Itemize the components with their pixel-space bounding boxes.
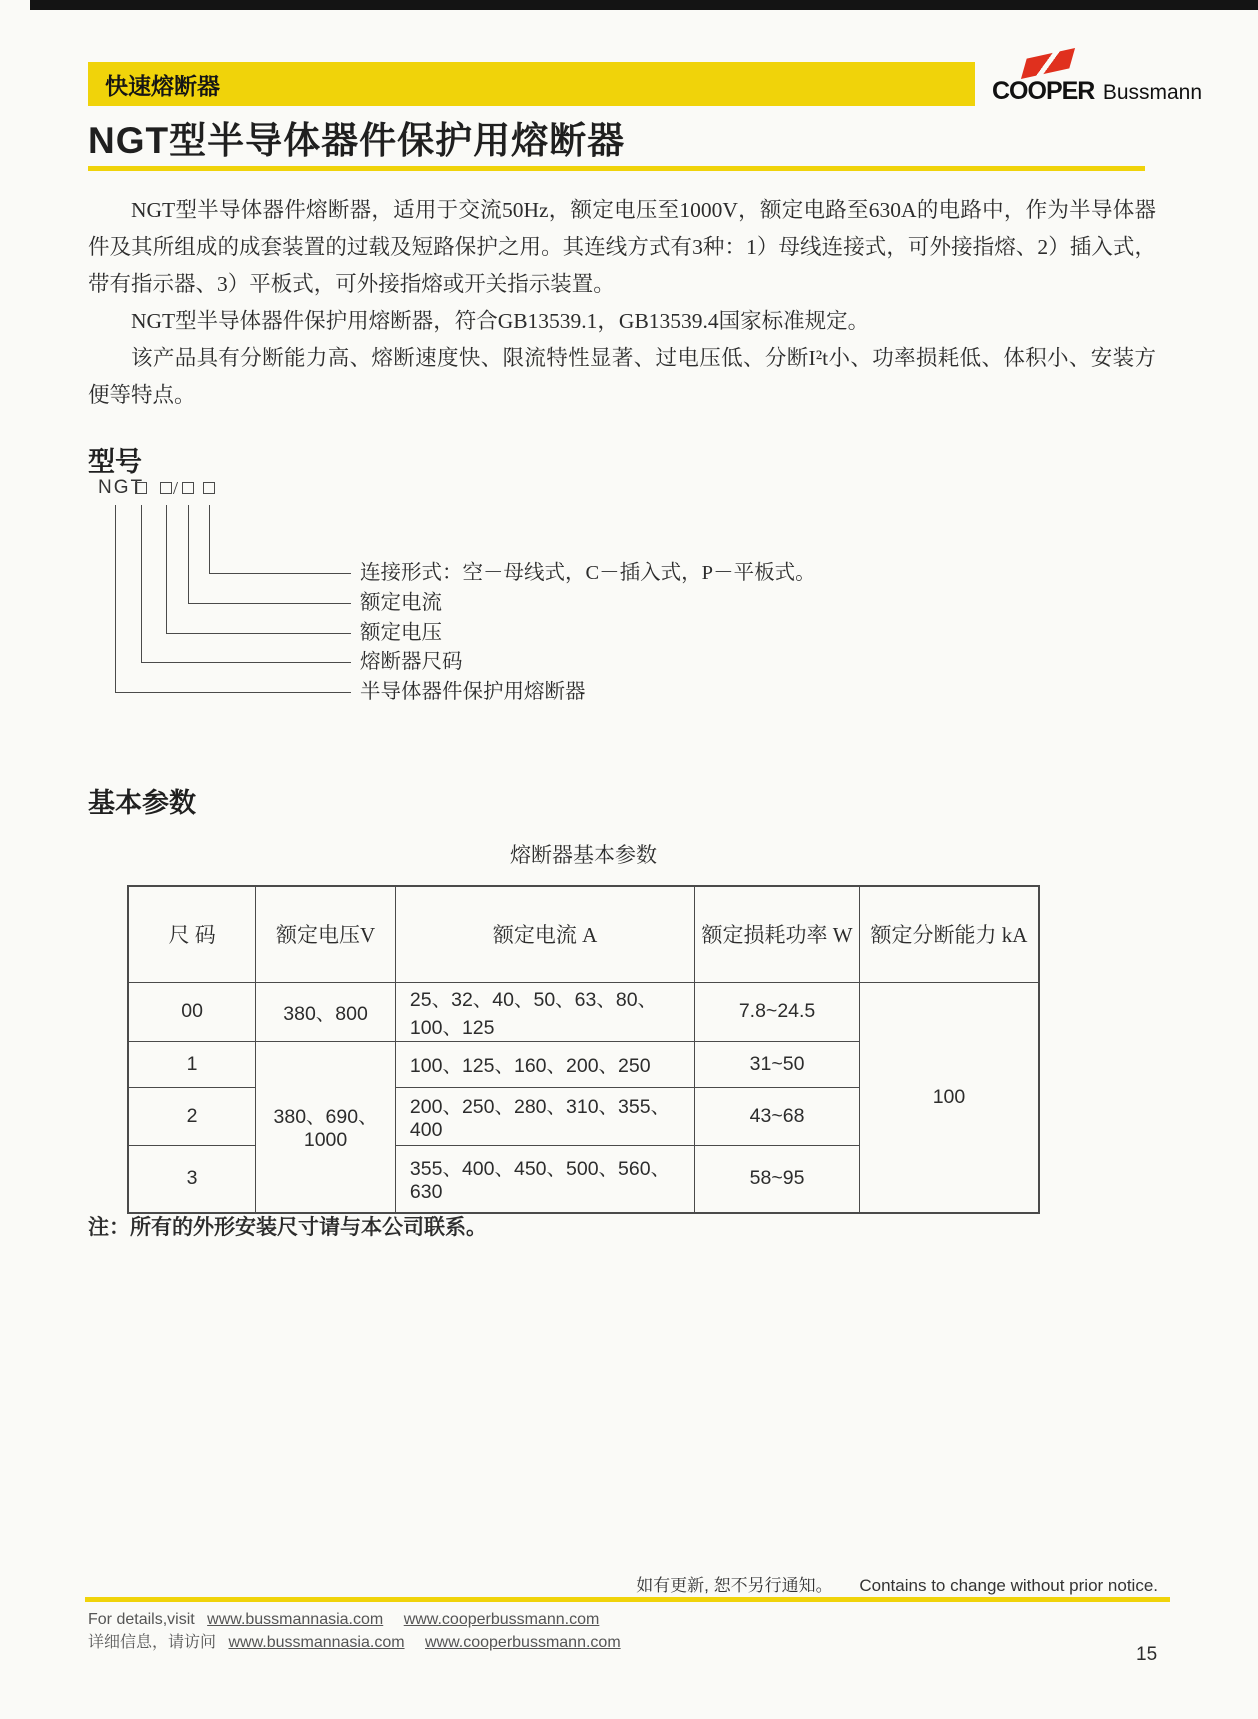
top-black-bar	[30, 0, 1258, 10]
model-section-heading: 型号	[88, 447, 142, 477]
model-connection-box	[203, 482, 215, 494]
table-header-row	[128, 886, 1039, 982]
label-connection-type: 连接形式：空－母线式，C－插入式，P－平板式。	[360, 562, 816, 584]
cooperbussmann-link[interactable]: www.cooperbussmann.com	[425, 1634, 621, 1651]
cell-power-1: 31~50	[695, 1041, 860, 1087]
label-rated-voltage: 额定电压	[360, 622, 442, 644]
col-header-size: 尺 码	[128, 886, 256, 982]
title-yellow-rule	[88, 166, 1145, 171]
page-title: NGT型半导体器件保护用熔断器	[88, 120, 626, 161]
connector-line-type	[115, 505, 351, 693]
col-header-voltage: 额定电压V	[256, 886, 396, 982]
table-caption: 熔断器基本参数	[510, 843, 657, 867]
cell-current-2: 200、250、280、310、355、400	[395, 1087, 694, 1145]
cell-current-3: 355、400、450、500、560、630	[395, 1145, 694, 1213]
cell-current-1: 100、125、160、200、250	[395, 1041, 694, 1087]
cell-size-2: 2	[128, 1087, 256, 1145]
label-rated-current: 额定电流	[360, 592, 442, 614]
model-code-diagram	[0, 440, 1010, 740]
params-section-heading: 基本参数	[88, 788, 196, 818]
cooperbussmann-link[interactable]: www.cooperbussmann.com	[403, 1611, 600, 1628]
cell-voltage-merged: 380、690、1000	[256, 1041, 396, 1213]
logo-cooper-text: COOPER	[992, 77, 1095, 105]
category-band	[88, 62, 975, 106]
logo-bussmann-text: Bussmann	[1102, 81, 1203, 104]
category-label: 快速熔断器	[105, 72, 220, 99]
cell-power-00: 7.8~24.5	[695, 982, 860, 1041]
model-slash: /	[173, 478, 179, 498]
details-prefix-en: For details,visit	[88, 1611, 195, 1628]
cooper-bussmann-logo	[992, 50, 1232, 108]
footer-links	[88, 1608, 637, 1654]
col-header-current: 额定电流 A	[395, 886, 694, 982]
cell-breaking-merged: 100	[859, 982, 1039, 1213]
intro-paragraph-2: NGT型半导体器件保护用熔断器，符合GB13539.1，GB13539.4国家标准规定。	[131, 309, 870, 333]
model-voltage-box	[160, 482, 172, 494]
bussmannasia-link[interactable]: www.bussmannasia.com	[207, 1611, 384, 1628]
model-current-box	[182, 482, 194, 494]
cell-size-1: 1	[128, 1041, 256, 1087]
update-notice-cn: 如有更新, 恕不另行通知。	[636, 1576, 833, 1595]
model-prefix-text: NGT	[98, 477, 145, 498]
intro-paragraph-3: 该产品具有分断能力高、熔断速度快、限流特性显著、过电压低、分断I²t小、功率损耗低、体积小、安装方便等特点。	[88, 346, 1156, 407]
footer-links-row-en	[88, 1608, 637, 1631]
cell-power-3: 58~95	[695, 1145, 860, 1213]
col-header-breaking: 额定分断能力 kA	[859, 886, 1039, 982]
intro-paragraph-1: NGT型半导体器件熔断器，适用于交流50Hz，额定电压至1000V，额定电路至630A的电路中，作为半导体器件及其所组成的成套装置的过载及短路保护之用。其连线方式有3种：1）母线连接式，可外接指熔、2）插入式，带有指示器、3）平板式，可外接指熔或开关指示装置。	[88, 198, 1156, 296]
cell-size-00: 00	[128, 982, 256, 1041]
update-notice-en: Contains to change without prior notice.	[859, 1576, 1158, 1595]
details-prefix-cn: 详细信息，请访问	[88, 1634, 217, 1651]
cooper-logo-mark-icon	[1021, 48, 1075, 79]
update-notice	[560, 1571, 1158, 1596]
col-header-power: 额定损耗功率 W	[695, 886, 860, 982]
table-note: 注：所有的外形安装尺寸请与本公司联系。	[88, 1215, 487, 1239]
footer-links-row-cn	[88, 1631, 637, 1654]
cell-power-2: 43~68	[695, 1087, 860, 1145]
model-size-box	[135, 482, 147, 494]
label-fuse-size: 熔断器尺码	[360, 651, 463, 673]
bussmannasia-link[interactable]: www.bussmannasia.com	[228, 1634, 405, 1651]
intro-paragraphs	[88, 192, 1156, 414]
basic-params-table	[127, 885, 1040, 1214]
page-number: 15	[1136, 1644, 1158, 1665]
logo-text	[992, 77, 1202, 106]
cell-size-3: 3	[128, 1145, 256, 1213]
label-fuse-type: 半导体器件保护用熔断器	[360, 681, 586, 703]
footer-yellow-rule	[85, 1597, 1170, 1602]
table-row	[128, 982, 1039, 1041]
cell-current-00: 25、32、40、50、63、80、100、125	[395, 982, 694, 1041]
cell-voltage-00: 380、800	[256, 982, 396, 1041]
